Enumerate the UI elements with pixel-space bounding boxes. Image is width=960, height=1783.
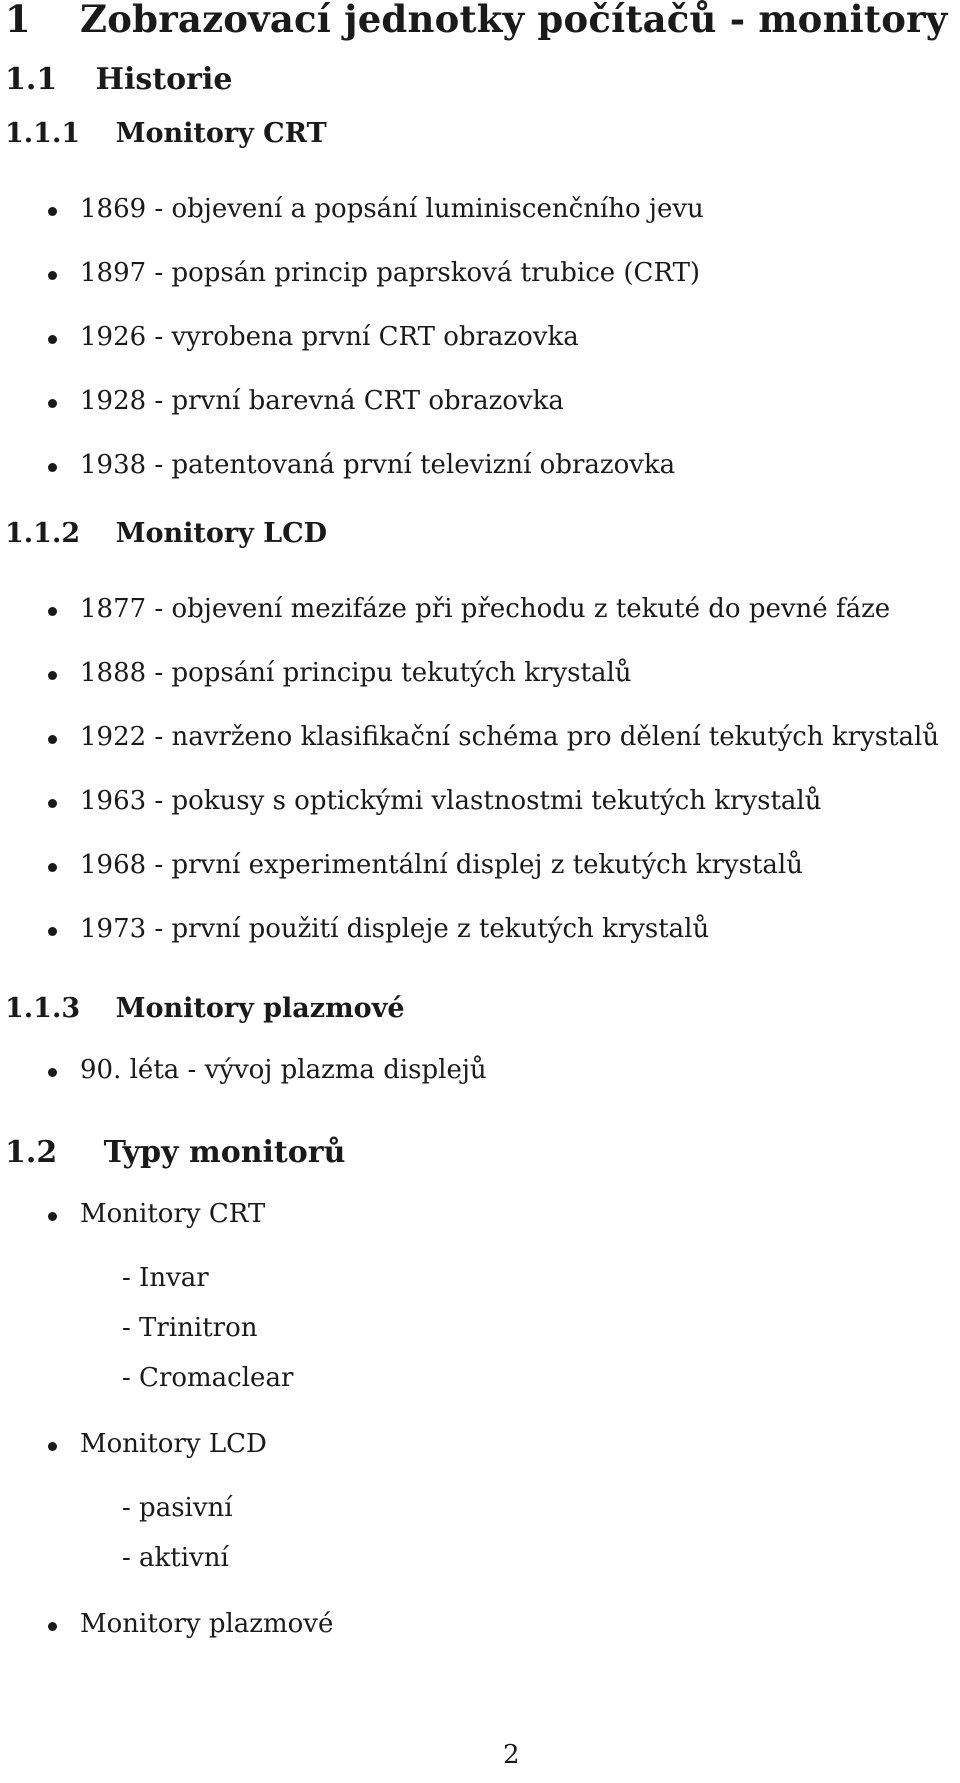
section-title: Zobrazovací jednotky počítačů - monitory <box>80 0 948 41</box>
subsubsection-title: Monitory plazmové <box>115 993 405 1024</box>
list-item: 1897 - popsán princip paprsková trubice (CRT) <box>80 258 701 288</box>
list-item: 1922 - navrženo klasifikační schéma pro dělení tekutých krystalů <box>80 722 940 752</box>
subsubsection-title: Monitory LCD <box>115 518 328 549</box>
section-number: 1 <box>5 0 31 41</box>
bullet <box>48 863 57 872</box>
subsection-number: 1.1 <box>5 62 58 97</box>
list-item: 1928 - první barevná CRT obrazovka <box>80 386 564 416</box>
list-item: 90. léta - vývoj plazma displejů <box>80 1055 487 1085</box>
subsubsection-heading-lcd <box>5 518 327 549</box>
subsubsection-number: 1.1.2 <box>5 518 81 549</box>
type-item-lcd: Monitory LCD <box>80 1429 267 1459</box>
subsubsection-number: 1.1.3 <box>5 993 81 1024</box>
bullet <box>48 799 57 808</box>
subsubsection-number: 1.1.1 <box>5 118 81 149</box>
list-item: 1963 - pokusy s optickými vlastnostmi tekutých krystalů <box>80 786 822 816</box>
sub-item: - pasivní <box>122 1493 233 1523</box>
bullet <box>48 927 57 936</box>
list-item: 1973 - první použití displeje z tekutých krystalů <box>80 914 710 944</box>
list-item: 1877 - objevení mezifáze při přechodu z tekuté do pevné fáze <box>80 594 891 624</box>
sub-item: - Trinitron <box>122 1313 258 1343</box>
type-item-crt: Monitory CRT <box>80 1199 266 1229</box>
bullet <box>48 399 57 408</box>
section-heading-1 <box>5 0 947 41</box>
subsection-heading-historie <box>5 62 232 97</box>
bullet <box>48 607 57 616</box>
list-item: 1938 - patentovaná první televizní obrazovka <box>80 450 676 480</box>
page-number: 2 <box>503 1740 520 1770</box>
subsection-title: Historie <box>95 62 233 97</box>
list-item: 1869 - objevení a popsání luminiscenčního jevu <box>80 194 704 224</box>
bullet <box>48 1442 57 1451</box>
list-item: 1888 - popsání principu tekutých krystalů <box>80 658 632 688</box>
subsubsection-title: Monitory CRT <box>115 118 327 149</box>
subsubsection-heading-plasma <box>5 993 405 1024</box>
sub-item: - Cromaclear <box>122 1363 294 1393</box>
bullet <box>48 271 57 280</box>
bullet <box>48 207 57 216</box>
list-item: 1926 - vyrobena první CRT obrazovka <box>80 322 579 352</box>
bullet <box>48 463 57 472</box>
list-item: 1968 - první experimentální displej z tekutých krystalů <box>80 850 803 880</box>
subsection-heading-typy <box>5 1135 345 1170</box>
bullet <box>48 335 57 344</box>
sub-item: - aktivní <box>122 1543 229 1573</box>
bullet <box>48 735 57 744</box>
bullet <box>48 671 57 680</box>
subsection-title: Typy monitorů <box>103 1135 346 1170</box>
bullet <box>48 1212 57 1221</box>
sub-item: - Invar <box>122 1263 209 1293</box>
bullet <box>48 1622 57 1631</box>
type-item-plasma: Monitory plazmové <box>80 1609 334 1639</box>
subsubsection-heading-crt <box>5 118 327 149</box>
subsection-number: 1.2 <box>5 1135 58 1170</box>
bullet <box>48 1068 57 1077</box>
